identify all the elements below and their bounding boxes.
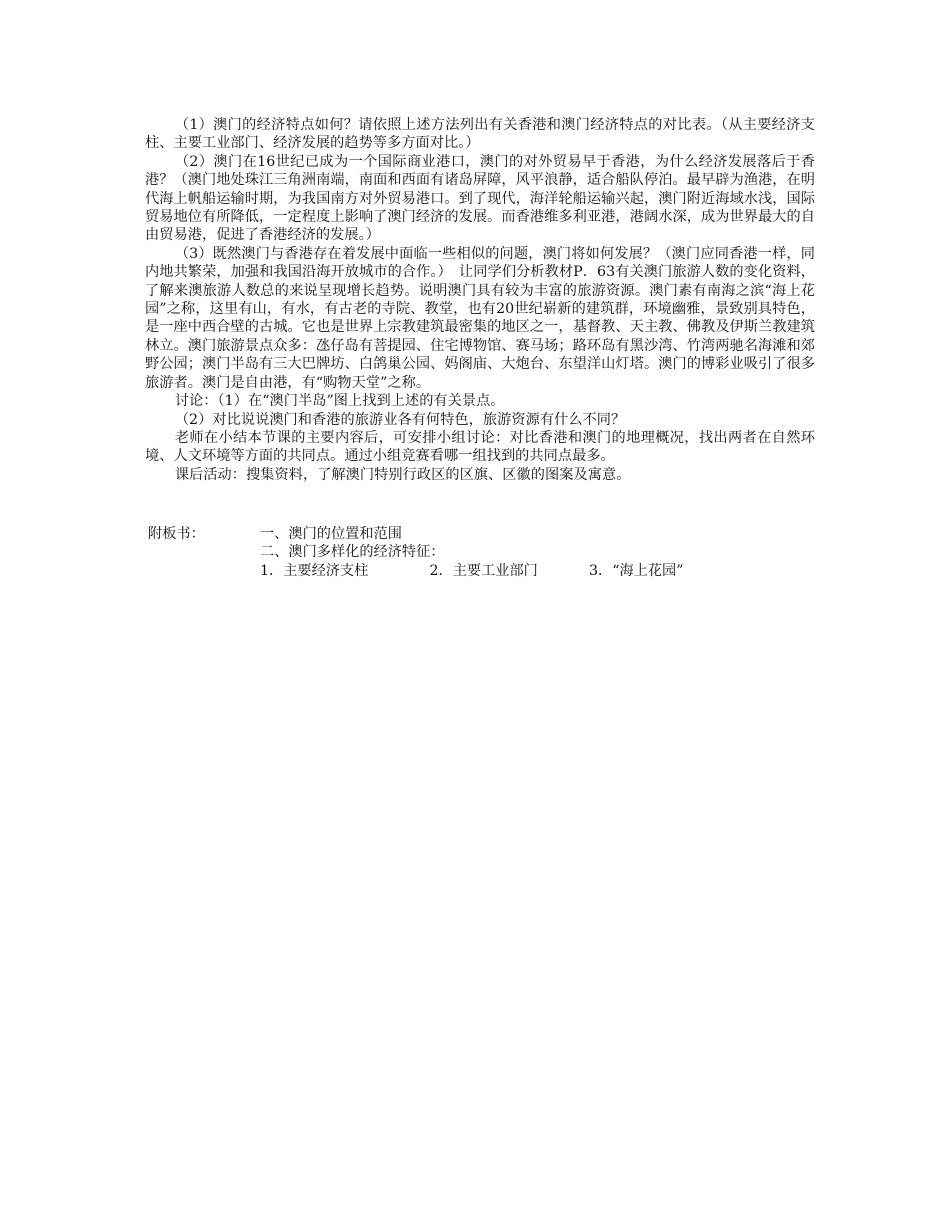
paragraph-after-class-activity: 课后活动：搜集资料，了解澳门特别行政区的区旗、区徽的图案及寓意。 bbox=[174, 466, 631, 483]
board-item-industry-sector: 2．主要工业部门 bbox=[429, 562, 538, 579]
paragraph-tourism-development: （3）既然澳门与香港存在着发展中面临一些相似的问题，澳门将如何发展？（澳门应同香港一样，同内地共繁荣，加强和我国沿海开放城市的合作。） 让同学们分析教材P．63有关澳门旅游人数的变化资料，了解来澳旅游人数总的来说呈现增长趋势。说明澳门具有较为丰富的旅游资源。澳门素有南海之滨“海上花园”之称，这里有山，有水，有古老的寺院、教堂，也有20世纪崭新的建筑群，环境幽雅，景致别具特色，是一座中西合壁的古城。它也是世界上宗教建筑最密集的地区之一，基督教、天主教、佛教及伊斯兰教建筑林立。澳门旅游景点众多：氹仔岛有菩提园、住宅博物馆、赛马场；路环岛有黑沙湾、竹湾两驰名海滩和郊野公园；澳门半岛有三大巴牌坊、白鸽巢公园、妈阁庙、大炮台、东望洋山灯塔。澳门的博彩业吸引了很多旅游者。澳门是自由港，有“购物天堂”之称。 bbox=[145, 245, 815, 391]
board-item-sea-garden: 3．“海上花园” bbox=[589, 562, 684, 579]
paragraph-trade-history: （2）澳门在16世纪已成为一个国际商业港口，澳门的对外贸易早于香港，为什么经济发展落后于香港？（澳门地处珠江三角洲南端，南面和西面有诸岛屏障，风平浪静，适合船队停泊。最早辟为渔港，在明代海上帆船运输时期，为我国南方对外贸易港口。到了现代，海洋轮船运输兴起，澳门附近海域水浅，国际贸易地位有所降低，一定程度上影响了澳门经济的发展。而香港维多利亚港，港阔水深，成为世界最大的自由贸易港，促进了香港经济的发展。） bbox=[145, 153, 815, 244]
paragraph-teacher-summary: 老师在小结本节课的主要内容后，可安排小组讨论：对比香港和澳门的地理概况，找出两者在自然环境、人文环境等方面的共同点。通过小组竞赛看哪一组找到的共同点最多。 bbox=[145, 429, 815, 465]
paragraph-discussion-1: 讨论：（1）在“澳门半岛”图上找到上述的有关景点。 bbox=[174, 393, 505, 410]
board-line-economy: 二、澳门多样化的经济特征： bbox=[260, 544, 445, 561]
board-item-economic-pillar: 1．主要经济支柱 bbox=[260, 562, 369, 579]
board-subitems bbox=[260, 562, 684, 580]
board-line-location: 一、澳门的位置和范围 bbox=[260, 526, 402, 542]
paragraph-economy-comparison: （1）澳门的经济特点如何？请依照上述方法列出有关香港和澳门经济特点的对比表。（从主要经济支柱、主要工业部门、经济发展的趋势等多方面对比。） bbox=[145, 117, 815, 152]
board-label: 附板书： bbox=[148, 526, 205, 542]
lesson-text bbox=[145, 116, 815, 484]
paragraph-discussion-2: （2）对比说说澳门和香港的旅游业各有何特色，旅游资源有什么不同？ bbox=[174, 411, 626, 428]
